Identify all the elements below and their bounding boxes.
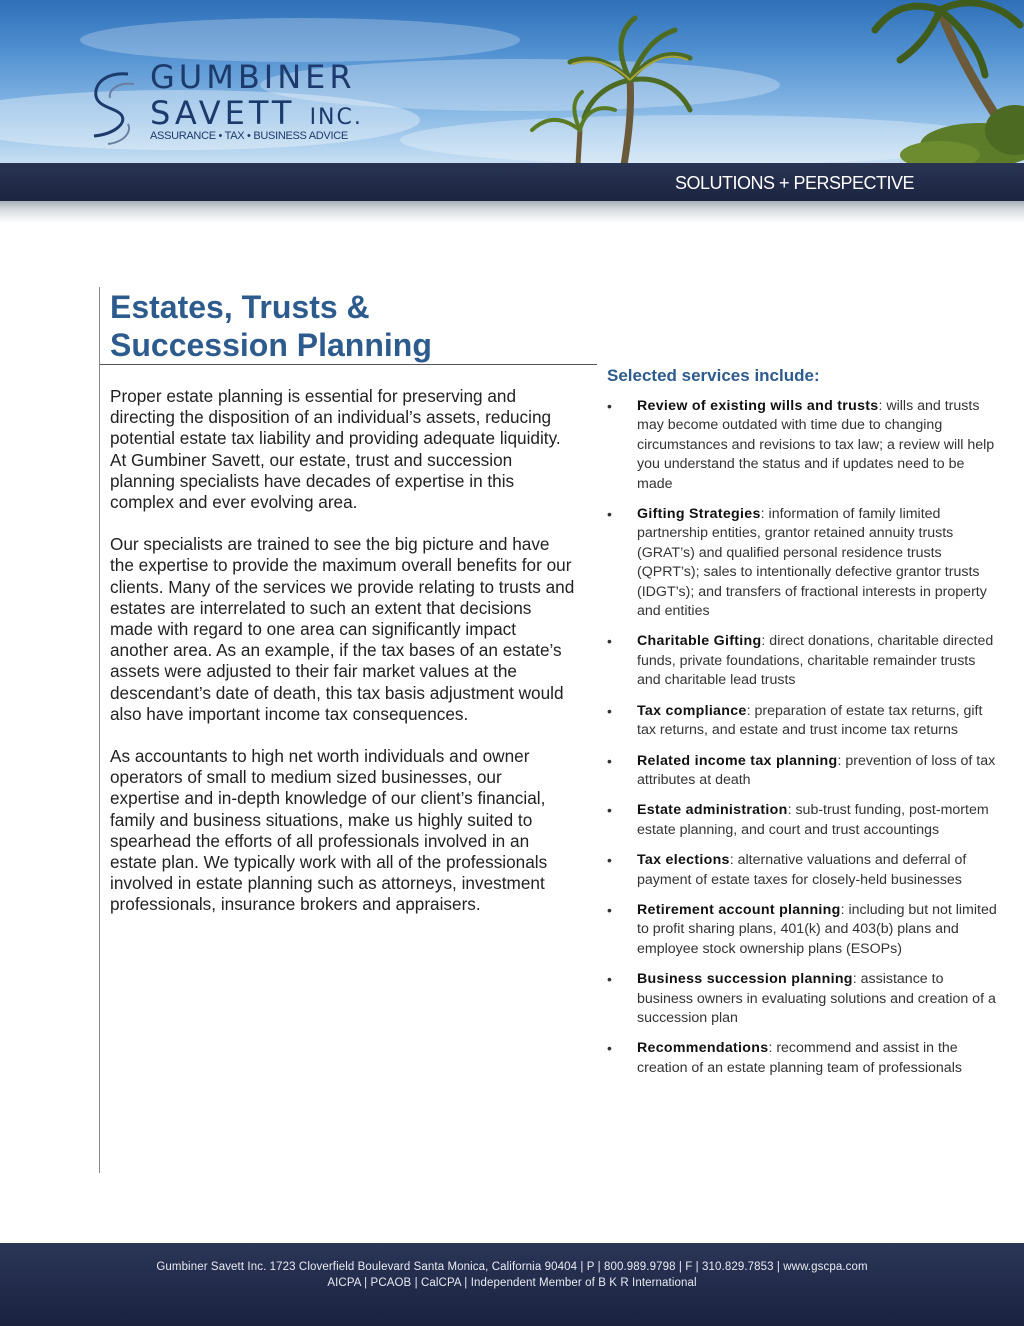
banner-shadow <box>0 201 1024 223</box>
service-item <box>607 702 999 741</box>
service-description: : preparation of estate tax returns, gift tax returns, and estate and trust income tax returns <box>637 702 983 739</box>
bullet-icon: • <box>607 1040 612 1057</box>
tagline-bar <box>0 163 1024 201</box>
logo-name-line2 <box>150 94 363 132</box>
logo-tagline: ASSURANCE • TAX • BUSINESS ADVICE <box>150 130 348 142</box>
company-logo <box>88 58 388 148</box>
services-heading: Selected services include: <box>607 366 820 385</box>
page-title-line1: Estates, Trusts & <box>110 289 370 325</box>
footer-affiliations-line: AICPA | PCAOB | CalCPA | Independent Member of B K R International <box>327 1277 697 1289</box>
service-description: : wills and trusts may become outdated with time due to changing circumstances and revisions to tax law; a review will help you understand the status and if updates need to be made <box>637 398 995 492</box>
bullet-icon: • <box>607 802 612 819</box>
service-term: Recommendations <box>637 1040 769 1057</box>
logo-name-line1: GUMBINER <box>150 58 356 96</box>
service-term: Estate administration <box>637 802 788 819</box>
bullet-icon: • <box>607 398 612 414</box>
header-banner-image <box>0 0 1024 165</box>
service-item <box>607 801 999 840</box>
footer-contact-line: Gumbiner Savett Inc. 1723 Cloverfield Boulevard Santa Monica, California 90404 | P | 800.989.9798 | F | 310.829.7853 | www.gscpa.com <box>156 1261 868 1273</box>
service-description: : direct donations, charitable directed funds, private foundations, charitable remainder trusts and charitable lead trusts <box>637 633 994 689</box>
service-item <box>607 970 999 1028</box>
service-item <box>607 752 999 791</box>
logo-swirl-icon <box>88 68 148 148</box>
service-description: : recommend and assist in the creation of an estate planning team of professionals <box>637 1040 962 1076</box>
service-description: : information of family limited partnership entities, grantor retained annuity trusts (GRAT’s) and qualified personal residence trusts (QPRT’s); sales to intentionally defective grantor trusts (IDGT’s); and transfers of fractional interests in property and entities <box>637 506 987 620</box>
service-item <box>607 632 999 690</box>
service-description: : including but not limited to profit sharing plans, 401(k) and 403(b) plans and employee stock ownership plans (ESOPs) <box>637 901 997 957</box>
intro-text <box>110 386 575 937</box>
banner-tagline: SOLUTIONS + PERSPECTIVE <box>675 173 915 193</box>
logo-inc: INC. <box>309 105 363 130</box>
service-item <box>607 901 999 959</box>
service-description: : alternative valuations and deferral of payment of estate taxes for closely-held businesses <box>637 852 967 888</box>
service-term: Gifting Strategies <box>637 506 761 523</box>
left-vertical-rule <box>99 287 100 1173</box>
bullet-icon: • <box>607 752 612 769</box>
bullet-icon: • <box>607 852 612 869</box>
bullet-icon: • <box>607 506 612 523</box>
intro-paragraph: Our specialists are trained to see the big picture and have the expertise to provide the maximum overall benefits for our clients. Many of the services we provide relating to trusts and estates are interrelated to such an extent that decisions made with regard to one area can significantly impact another area. As an example, if the tax bases of an estate’s assets were adjusted to their fair market values at the descendant’s date of death, this tax basis adjustment would also have important income tax consequences. <box>110 534 575 724</box>
intro-paragraph: Proper estate planning is essential for preserving and directing the disposition of an individual’s assets, reducing potential estate tax liability and providing adequate liquidity. At Gumbiner Savett, our estate, trust and succession planning specialists have decades of expertise in this complex and ever evolving area. <box>110 386 561 513</box>
service-term: Tax compliance <box>637 702 747 719</box>
service-term: Charitable Gifting <box>637 633 762 650</box>
service-item <box>607 397 999 494</box>
bullet-icon: • <box>607 702 612 719</box>
service-item <box>607 505 999 621</box>
bullet-icon: • <box>607 971 612 988</box>
service-term: Review of existing wills and trusts <box>637 398 879 414</box>
page-title-line2: Succession Planning <box>110 327 432 363</box>
service-item <box>607 851 999 890</box>
service-description: : assistance to business owners in evaluating solutions and creation of a succession plan <box>637 971 996 1026</box>
service-description: : prevention of loss of tax attributes at death <box>637 752 996 788</box>
service-description: : sub-trust funding, post-mortem estate planning, and court and trust accountings <box>637 802 989 838</box>
service-term: Tax elections <box>637 852 730 869</box>
service-term: Retirement account planning <box>637 901 841 918</box>
services-list <box>607 397 999 1089</box>
bullet-icon: • <box>607 633 612 650</box>
palm-trees-graphic <box>520 0 1024 165</box>
bullet-icon: • <box>607 901 612 918</box>
service-item <box>607 1039 999 1078</box>
intro-paragraph: As accountants to high net worth individuals and owner operators of small to medium sized businesses, our expertise and in-depth knowledge of our client’s financial, family and business situations, make us highly suited to spearhead the efforts of all professionals involved in an estate plan. We typically work with all of the professionals involved in estate planning such as attorneys, investment professionals, insurance brokers and appraisers. <box>110 746 548 915</box>
page-title <box>110 288 590 364</box>
page-footer <box>0 1243 1024 1326</box>
logo-name-savett: SAVETT <box>150 94 296 132</box>
service-term: Business succession planning <box>637 971 853 988</box>
title-underline <box>100 364 597 365</box>
service-term: Related income tax planning <box>637 752 838 769</box>
